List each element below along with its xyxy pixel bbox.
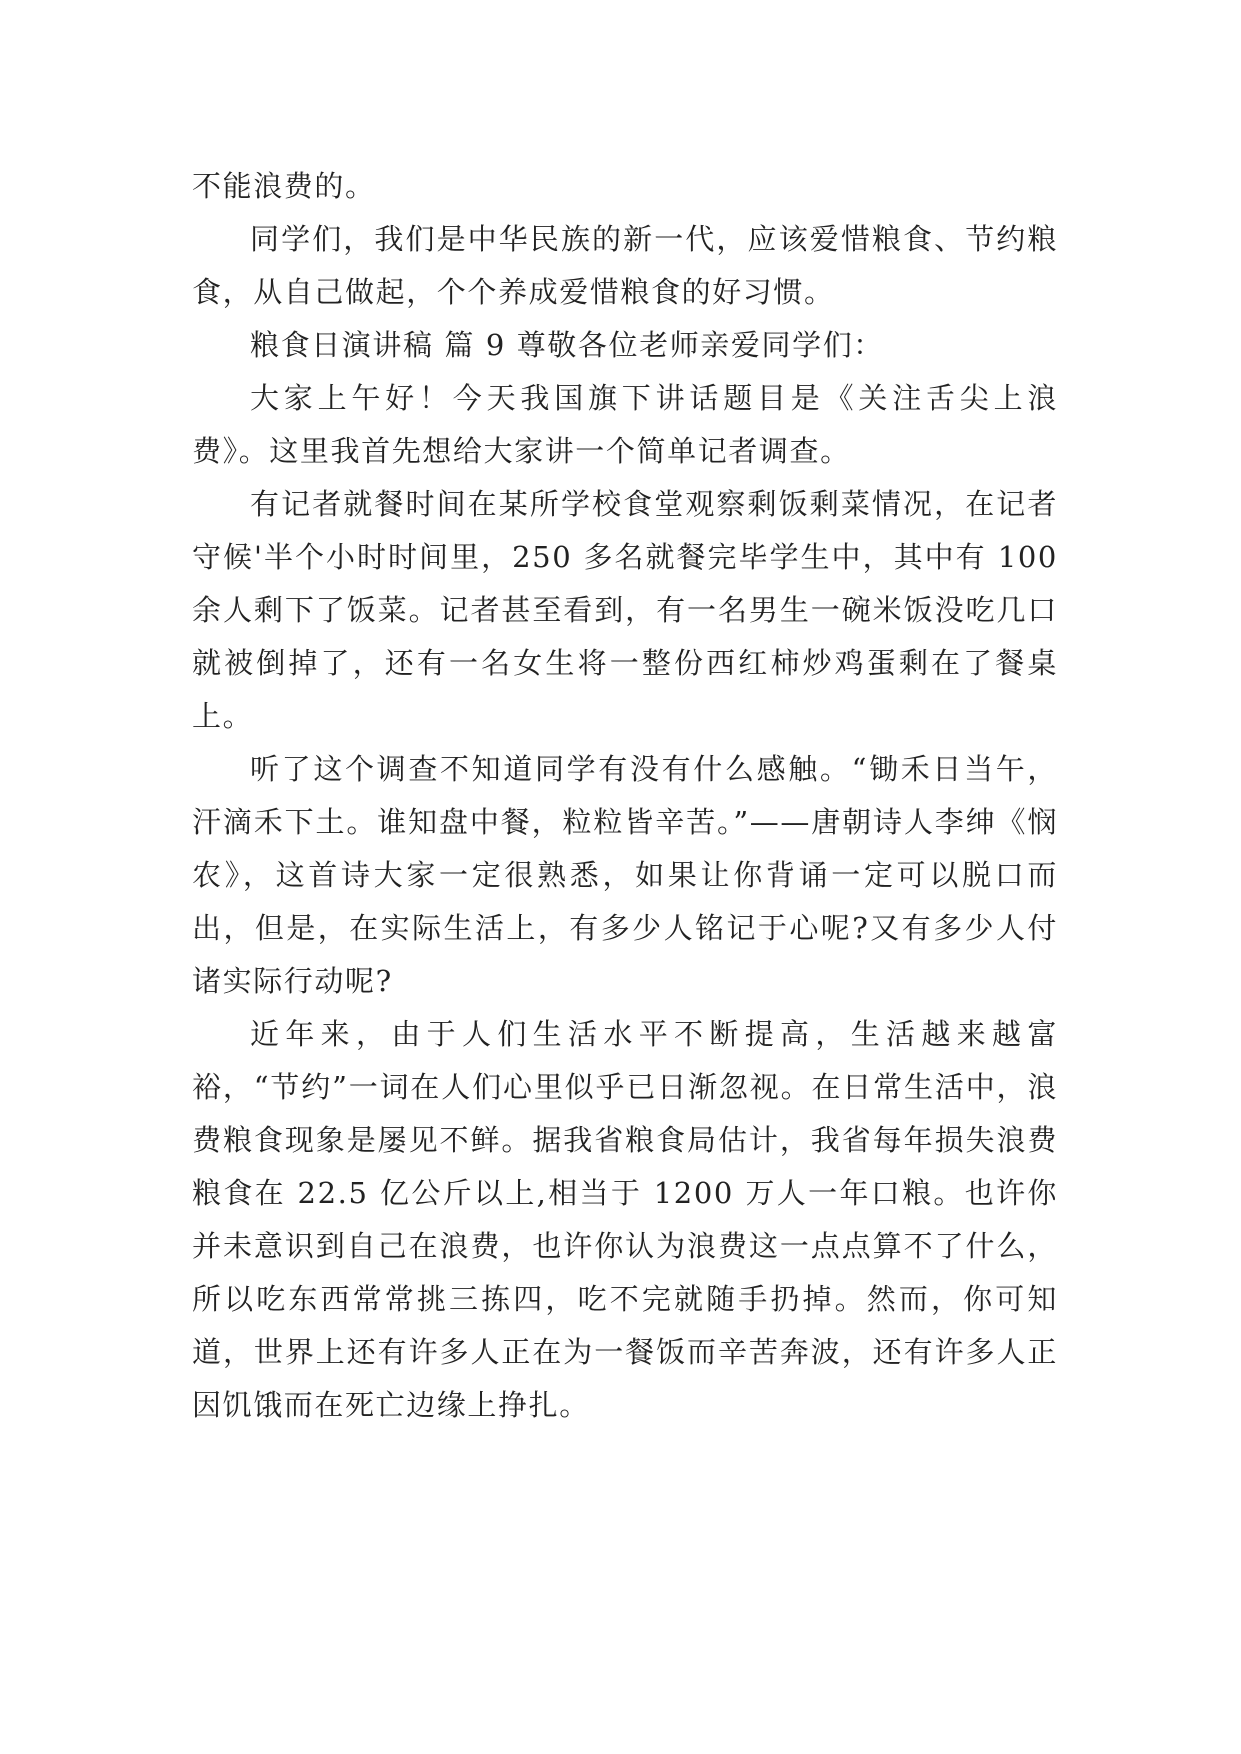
paragraph-waste: 近年来，由于人们生活水平不断提高，生活越来越富裕，“节约”一词在人们心里似乎已日渐忽视。在日常生活中，浪费粮食现象是屡见不鲜。据我省粮食局估计，我省每年损失浪费粮食在 22.5 亿公斤以上,相当于 1200 万人一年口粮。也许你并未意识到自己在浪费，也许你认为浪费这一点点算不了什么，所以吃东西常常挑三拣四，吃不完就随手扔掉。然而，你可知道，世界上还有许多人正在为一餐饭而辛苦奔波，还有许多人正因饥饿而在死亡边缘上挣扎。 bbox=[192, 1017, 1058, 1422]
paragraph-continuation: 不能浪费的。 bbox=[192, 169, 376, 203]
paragraph-poem: 听了这个调查不知道同学有没有什么感触。“锄禾日当午，汗滴禾下土。谁知盘中餐，粒粒皆辛苦。”——唐朝诗人李绅《悯农》，这首诗大家一定很熟悉，如果让你背诵一定可以脱口而出，但是，在实际生活上，有多少人铭记于心呢?又有多少人付诸实际行动呢? bbox=[192, 752, 1058, 998]
speech-heading: 粮食日演讲稿 篇 9 尊敬各位老师亲爱同学们： bbox=[250, 328, 884, 362]
document-page bbox=[192, 160, 1069, 1432]
paragraph-greeting: 大家上午好！今天我国旗下讲话题目是《关注舌尖上浪费》。这里我首先想给大家讲一个简单记者调查。 bbox=[192, 381, 1058, 468]
paragraph-survey: 有记者就餐时间在某所学校食堂观察剩饭剩菜情况，在记者守候'半个小时时间里，250 多名就餐完毕学生中，其中有 100 余人剩下了饭菜。记者甚至看到，有一名男生一碗米饭没吃几口就被倒掉了，还有一名女生将一整份西红柿炒鸡蛋剩在了餐桌上。 bbox=[192, 487, 1069, 733]
paragraph-appeal: 同学们，我们是中华民族的新一代，应该爱惜粮食、节约粮食，从自己做起，个个养成爱惜粮食的好习惯。 bbox=[192, 222, 1058, 309]
